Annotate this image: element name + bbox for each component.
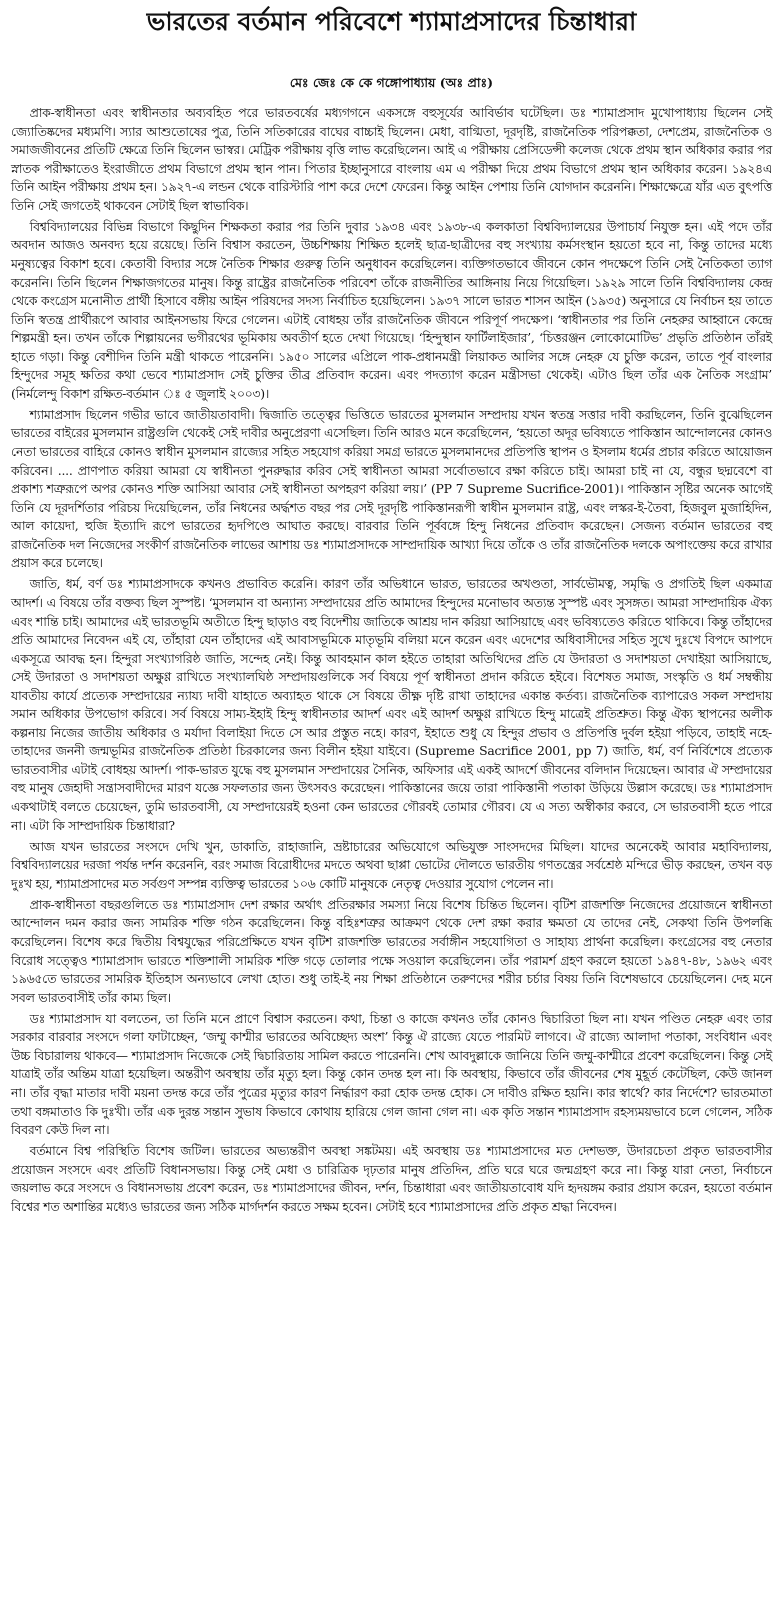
body-paragraph: বর্তমানে বিশ্ব পরিস্থিতি বিশেষ জটিল। ভারতের অভ্যন্তরীণ অবস্থা সঙ্কটময়। এই অবস্থায় ডঃ শ্যামাপ্রসাদের মত দেশভক্ত, উদারচেতা প্রকৃত ভারতবাসীর প্রয়োজন সংসদে এবং প্রতিটি বিধানসভায়। কিন্তু সেই মেধা ও চারিত্রিক দৃঢ়তার মানুষ প্রতিদিন, প্রতি ঘরে ঘরে জন্মগ্রহণ করে না। কিন্তু যারা নেতা, নির্বাচনে জয়লাভ করে সংসদে ও বিধানসভায় প্রবেশ করেন, ডঃ শ্যামাপ্রসাদের জীবন, দর্শন, চিন্তাধারা এবং জাতীয়তাবোধ যদি হৃদয়ঙ্গম করার প্রয়াস করেন, হয়তো বর্তমান বিশ্বের শত অশান্তির মধ্যেও ভারতের জন্য সঠিক মার্গদর্শন করতে সক্ষম হবেন। সেটাই হবে শ্যামাপ্রসাদের প্রতি প্রকৃত শ্রদ্ধা নিবেদন। [11,1143,772,1214]
article-body [11,104,772,1216]
article-author: মেঃ জেঃ কে কে গঙ্গোপাধ্যায় (অঃ প্রাঃ) [289,75,494,90]
body-paragraph: প্রাক-স্বাধীনতা বছরগুলিতে ডঃ শ্যামাপ্রসাদ দেশ রক্ষার অর্থাৎ প্রতিরক্ষার সমস্যা নিয়ে বিশেষ চিন্তিত ছিলেন। বৃটিশ রাজশক্তি নিজেদের প্রয়োজনে স্বাধীনতা আন্দোলন দমন করার জন্য সামরিক শক্তি গঠন করেছিলেন। কিন্তু বহিঃশত্রুর আক্রমণ থেকে দেশ রক্ষা করার ক্ষমতা যে তাদের নেই, সেকথা তিনি উপলব্ধি করেছিলেন। বিশেষ করে দ্বিতীয় বিশ্বযুদ্ধের পরিপ্রেক্ষিতে যখন বৃটিশ রাজশক্তি ভারতের সর্বাঙ্গীন সহযোগিতা ও সাহায্য প্রার্থনা করেছিল। কংগ্রেসের বহু নেতার বিরোধ সত্ত্বেও শ্যামাপ্রসাদ ভারতে শক্তিশালী সামরিক শক্তি গড়ে তোলার পক্ষে সওয়াল করেছিলেন। তাঁর পরামর্শ গ্রহণ করলে হয়তো ১৯৪৭-৪৮, ১৯৬২ এবং ১৯৬৫তে ভারতের সামরিক ইতিহাস অন্যভাবে লেখা হোত। শুধু তাই-ই নয় শিক্ষা প্রতিষ্ঠানে তরুণদের শরীর চর্চার বিষয় তিনি বিশেষভাবে চেয়েছিলেন। দেহ মনে সবল ভারতবাসীই তাঁর কাম্য ছিল। [11,896,772,1005]
article-title: ভারতের বর্তমান পরিবেশে শ্যামাপ্রসাদের চিন্তাধারা [146,7,637,36]
body-paragraph: ডঃ শ্যামাপ্রসাদ যা বলতেন, তা তিনি মনে প্রাণে বিশ্বাস করতেন। কথা, চিন্তা ও কাজে কখনও তাঁর কোনও দ্বিচারিতা ছিল না। যখন পণ্ডিত নেহরু এবং তার সরকার বারবার সংসদে গলা ফাটাচ্ছেন, ‘জম্মু কাশ্মীর ভারতের অবিচ্ছেদ্য অংশ’ কিন্তু ঐ রাজ্যে যেতে পারমিট লাগবে। ঐ রাজ্যে আলাদা পতাকা, সংবিধান এবং উচ্চ বিচারালয় থাকবে— শ্যামাপ্রসাদ নিজেকে সেই দ্বিচারিতায় সামিল করতে পারেননি। শেখ আবদুল্লাকে জানিয়ে তিনি জম্মু-কাশ্মীরে প্রবেশ করেছিলেন। কিন্তু সেই যাত্রাই তাঁর অন্তিম যাত্রা হয়েছিল। অন্তরীণ অবস্থায় তাঁর মৃত্যু হল। কিন্তু কোন তদন্ত হল না। কি অবস্থায়, কিভাবে তাঁর জীবনের শেষ মুহূর্ত কেটেছিল, কেউ জানল না। তাঁর বৃদ্ধা মাতার দাবী ময়না তদন্ত করে তাঁর পুত্রের মৃত্যুর কারণ নির্দ্ধারণ করা হোক তদন্ত হোক। সে দাবীও রক্ষিত হয়নি। কার স্বার্থে? কার নির্দেশে? ভারতমাতা তথা বঙ্গমাতাও কি দুঃখী। তাঁর এক দুরন্ত সন্তান সুভাষ কিভাবে কোথায় হারিয়ে গেল জানা গেল না। এক কৃতি সন্তান শ্যামাপ্রসাদ রহস্যময়ভাবে চলে গেলেন, সঠিক বিবরণ কেউ দিল না। [11,1010,772,1138]
body-paragraph: বিশ্ববিদ্যালয়ের বিভিন্ন বিভাগে কিছুদিন শিক্ষকতা করার পর তিনি দুবার ১৯৩৪ এবং ১৯৩৮-এ কলকাতা বিশ্ববিদ্যালয়ের উপাচার্য নিযুক্ত হন। এই পদে তাঁর অবদান আজও অনবদ্য হয়ে রয়েছে। তিনি বিশ্বাস করতেন, উচ্চশিক্ষায় শিক্ষিত হলেই ছাত্র-ছাত্রীদের বহু সংখ্যায় কর্মসংস্থান হয়তো হবে না, কিন্তু তাদের মধ্যে মনুষ্যত্বের বিকাশ হবে। কেতাবী বিদ্যার সঙ্গে নৈতিক শিক্ষার গুরুত্ব তিনি অনুধাবন করেছিলেন। ব্যক্তিগতভাবে জীবনে কোন পদক্ষেপে তিনি সেই নৈতিকতা ত্যাগ করেননি। তিনি ছিলেন শিক্ষাজগতের মানুষ। কিন্তু রাষ্ট্রের রাজনৈতিক পরিবেশ তাঁকে রাজনীতির আঙ্গিনায় নিয়ে গিয়েছিল। ১৯২৯ সালে তিনি বিশ্ববিদ্যালয় কেন্দ্র থেকে কংগ্রেস মনোনীত প্রার্থী হিসাবে বঙ্গীয় আইন পরিষদের সদস্য নির্বাচিত হয়েছিলেন। ১৯৩৭ সালে ভারত শাসন আইন (১৯৩৫) অনুসারে যে নির্বাচন হয় তাতে তিনি স্বতন্ত্র প্রার্থীরূপে আবার আইনসভায় ফিরে গেলেন। এটাই বোধহয় তাঁর রাজনৈতিক জীবনে পরিপূর্ণ পদক্ষেপ। ‘স্বাধীনতার পর তিনি নেহরুর আহ্বানে কেন্দ্রে শিল্পমন্ত্রী হন। তখন তাঁকে শিল্পায়নের ভগীরথের ভূমিকায় অবতীর্ণ হতে দেখা গিয়েছে। ‘হিন্দুস্থান ফার্টিলাইজার’, ‘চিত্তরঞ্জন লোকোমোটিভ’ প্রভৃতি প্রতিষ্ঠান তাঁরই হাতে গড়া। কিন্তু বেশীদিন তিনি মন্ত্রী থাকতে পারেননি। ১৯৫০ সালের এপ্রিলে পাক-প্রধানমন্ত্রী লিয়াকত আলির সঙ্গে নেহরু যে চুক্তি করেন, তাতে পূর্ব বাংলার হিন্দুদের সমূহ ক্ষতির কথা ভেবে শ্যামাপ্রসাদ সেই চুক্তির তীব্র প্রতিবাদ করেন। এবং পদত্যাগ করেন মন্ত্রীসভা থেকেই। এটাও ছিল তাঁর এক নৈতিক সংগ্রাম’ (নির্মলেন্দু বিকাশ রক্ষিত-বর্তমান ঃ ৫ জুলাই ২০০৩)। [11,218,772,401]
body-paragraph: জাতি, ধর্ম, বর্ণ ডঃ শ্যামাপ্রসাদকে কখনও প্রভাবিত করেনি। কারণ তাঁর অভিধানে ভারত, ভারতের অখণ্ডতা, সার্বভৌমত্ব, সমৃদ্ধি ও প্রগতিই ছিল একমাত্র আদর্শ। এ বিষয়ে তাঁর বক্তব্য ছিল সুস্পষ্ট। ‘মুসলমান বা অন্যান্য সম্প্রদায়ের প্রতি আমাদের হিন্দুদের মনোভাব অত্যন্ত সুস্পষ্ট এবং সুসঙ্গত। আমরা সাম্প্রদায়িক ঐক্য এবং শান্তি চাই। আমাদের এই ভারতভূমি অতীতে হিন্দু ছাড়াও বহু বিদেশীয় জাতিকে আশ্রয় দান করিয়া আসিয়াছে এবং ভবিষ্যতেও করিতে থাকিবে। কিন্তু তাঁহাদের প্রতি আমাদের নিবেদন এই যে, তাঁহারা যেন তাঁহাদের এই আবাসভূমিকে মাতৃভূমি বলিয়া মনে করেন এবং এদেশের অধিবাসীদের সহিত সুখে দুঃখে বিপদে আপদে একসূত্রে আবদ্ধ হন। হিন্দুরা সংখ্যাগরিষ্ঠ জাতি, সন্দেহ নেই। কিন্তু আবহমান কাল হইতে তাহারা অতিথিদের প্রতি যে উদারতা ও সদাশয়তা দেখাইয়া আসিয়াছে, সেই উদারতা ও সদাশয়তা অক্ষুণ্ণ রাখিতে সংখ্যালঘিষ্ঠ সম্প্রদায়গুলিকে সর্ব বিষয়ে পূর্ণ স্বাধীনতা প্রদান করিতে হইবে। বিশেষত সমাজ, সংস্কৃতি ও ধর্ম সম্বন্ধীয় যাবতীয় কার্যে প্রত্যেক সম্প্রদায়ের ন্যায্য দাবী যাহাতে অব্যাহত থাকে সে বিষয়ে তীক্ষ্ণ দৃষ্টি রাখা তাহাদের একান্ত কর্তব্য। রাজনৈতিক ব্যাপারেও সকল সম্প্রদায় সমান অধিকার উপভোগ করিবে। সর্ব বিষয়ে সাম্য-ইহাই হিন্দু স্বাধীনতার আদর্শ এবং এই আদর্শ অক্ষুণ্ণ রাখিতে হিন্দু মাত্রেই প্রতিশ্রুত। কিন্তু ঐক্য স্থাপনের অলীক কল্পনায় নিজের জাতীয় অধিকার ও মর্যাদা বিলাইয়া দিতে সে আর প্রস্তুত নহে। কারণ, ইহাতে শুধু যে হিন্দুর প্রভাব ও প্রতিপত্তি দুর্বল হইয়া পড়িবে, তাহাই নহে- তাহাদের জননী জন্মভূমির রাজনৈতিক প্রতিষ্ঠা চিরকালের জন্য বিলীন হইয়া যাইবে। (Supreme Sacrifice 2001, pp 7) জাতি, ধর্ম, বর্ণ নির্বিশেষে প্রত্যেক ভারতবাসীর এটাই বোধহয় আদর্শ। পাক-ভারত যুদ্ধে বহু মুসলমান সম্প্রদায়ের সৈনিক, অফিসার এই একই আদর্শে জীবনের বলিদান দিয়েছেন। আবার ঐ সম্প্রদায়ের বহু মানুষ জেহাদী সন্ত্রাসবাদীদের মারণ যজ্ঞে সফলতার জন্য উৎসবও করেছেন। পাকিস্তানের জয়ে তারা পাকিস্তানী পতাকা উড়িয়ে উল্লাস করেছে। ডঃ শ্যামাপ্রসাদ একথাটাই বলতে চেয়েছেন, তুমি ভারতবাসী, যে সম্প্রদায়েরই হওনা কেন ভারতের গৌরবই তোমার গৌরব। যে এ সত্য অস্বীকার করবে, সে ভারতবাসী হতে পারে না। এটা কি সাম্প্রদায়িক চিন্তাধারা? [11,576,772,833]
body-paragraph: প্রাক-স্বাধীনতা এবং স্বাধীনতার অব্যবহিত পরে ভারতবর্ষের মধ্যগগনে একসঙ্গে বহুসূর্যের আবির্ভাব ঘটেছিল। ডঃ শ্যামাপ্রসাদ মুখোপাধ্যায় ছিলেন সেই জ্যোতিষ্কদের মধ্যমণি। স্যার আশুতোষের পুত্র, তিনি সতিকারের বাঘের বাচ্চাই ছিলেন। মেধা, বাগ্মিতা, দূরদৃষ্টি, রাজনৈতিক পরিপক্কতা, দেশপ্রেম, রাজনৈতিক ও সমাজজীবনের প্রতিটি ক্ষেত্রে তিনি ছিলেন ভাস্বর। মেট্রিক পরীক্ষায় বৃত্তি লাভ করেছিলেন। আই এ পরীক্ষায় প্রেসিডেন্সী কলেজ থেকে প্রথম স্থান অধিকার করার পর স্নাতক পরীক্ষাতেও ইংরাজীতে প্রথম বিভাগে প্রথম স্থান পান। পিতার ইচ্ছানুসারে বাংলায় এম এ পরীক্ষা দিয়ে প্রথম বিভাগে প্রথম স্থান অধিকার করেন। ১৯২৪এ তিনি আইন পরীক্ষায় প্রথম হন। ১৯২৭-এ লন্ডন থেকে বারিস্টারি পাশ করে দেশে ফেরেন। কিন্তু আইন পেশায় তিনি যোগদান করেননি। শিক্ষাক্ষেত্রে যাঁর এত বুৎপত্তি তিনি সেই জগতেই থাকবেন সেটাই ছিল স্বাভাবিক। [11,105,772,213]
body-paragraph: আজ যখন ভারতের সংসদে দেখি খুন, ডাকাতি, রাহাজানি, ভ্রষ্টাচারের অভিযোগে অভিযুক্ত সাংসদদের মিছিল। যাদের অনেকেই আবার মহাবিদ্যালয়, বিশ্ববিদ্যালয়ের দরজা পর্যন্ত দর্শন করেননি, বরং সমাজ বিরোধীদের মদতে অথবা ছাপ্পা ভোটের দৌলতে ভারতীয় গণতন্ত্রের সর্বশ্রেষ্ঠ মন্দিরে ভীড় করছেন, তখন বড় দুঃখ হয়, শ্যামাপ্রসাদের মত সর্বগুণ সম্পন্ন ব্যক্তিত্ব ভারতের ১০৬ কোটি মানুষকে নেতৃত্ব দেওয়ার সুযোগ পেলেন না। [11,838,772,891]
body-paragraph: শ্যামাপ্রসাদ ছিলেন গভীর ভাবে জাতীয়তাবাদী। দ্বিজাতি তত্ত্বের ভিত্তিতে ভারতের মুসলমান সম্প্রদায় যখন স্বতন্ত্র সত্তার দাবী করছিলেন, তিনি বুঝেছিলেন ভারতের বাইরের মুসলমান রাষ্ট্রগুলি থেকেই সেই দাবীর অনুপ্রেরণা এসেছিল। তিনি আরও মনে করেছিলেন, ‘হয়তো অদূর ভবিষ্যতে পাকিস্তান আন্দোলনের কোনও নেতা ভারতের বাহিরে কোনও স্বাধীন মুসলমান রাজ্যের সহিত সহযোগ করিয়া সমগ্র ভারতে মুসলমানদের প্রতিপত্তি স্থাপন ও ইসলাম ধর্মের প্রচার করিতে আয়োজন করিবেন। .... প্রাণপাত করিয়া আমরা যে স্বাধীনতা পুনরুদ্ধার করিব সেই স্বাধীনতা আমরা সর্বোতভাবে রক্ষা করিতে চাই। আমরা চাই না যে, বন্ধুর ছদ্মবেশে বা প্রকাশ্য শত্রুরূপে অপর কোনও শক্তি আসিয়া আবার সেই স্বাধীনতা অপহরণ করিয়া লয়।’ (PP 7 Supreme Sucrifice-2001)। পাকিস্তান সৃষ্টির অনেক আগেই তিনি যে দূরদর্শিতার পরিচয় দিয়েছিলেন, তাঁর নিধনের অর্দ্ধশত বছর পর সেই দূরদৃষ্টি পাকিস্তানরূপী স্বাধীন মুসলমান রাষ্ট্র, এবং লস্কর-ই-তৈবা, হিজবুল মুজাহিদিন, আল কায়েদা, হুজি ইত্যাদি রূপে ভারতের হৃদপিণ্ডে আঘাত করছে। বারবার তিনি পূর্ববঙ্গে হিন্দু নিধনের প্রতিবাদ করেছেন। সেজন্য বর্তমান ভারতের বহু রাজনৈতিক দল নিজেদের সংকীর্ণ রাজনৈতিক লাভের আশায় ডঃ শ্যামাপ্রসাদকে সাম্প্রদায়িক আখ্যা দিয়ে তাঁকে ও তাঁর রাজনৈতিক দলকে অপাংক্তেয় করে রাখার প্রয়াস করে চলেছে। [11,406,772,571]
